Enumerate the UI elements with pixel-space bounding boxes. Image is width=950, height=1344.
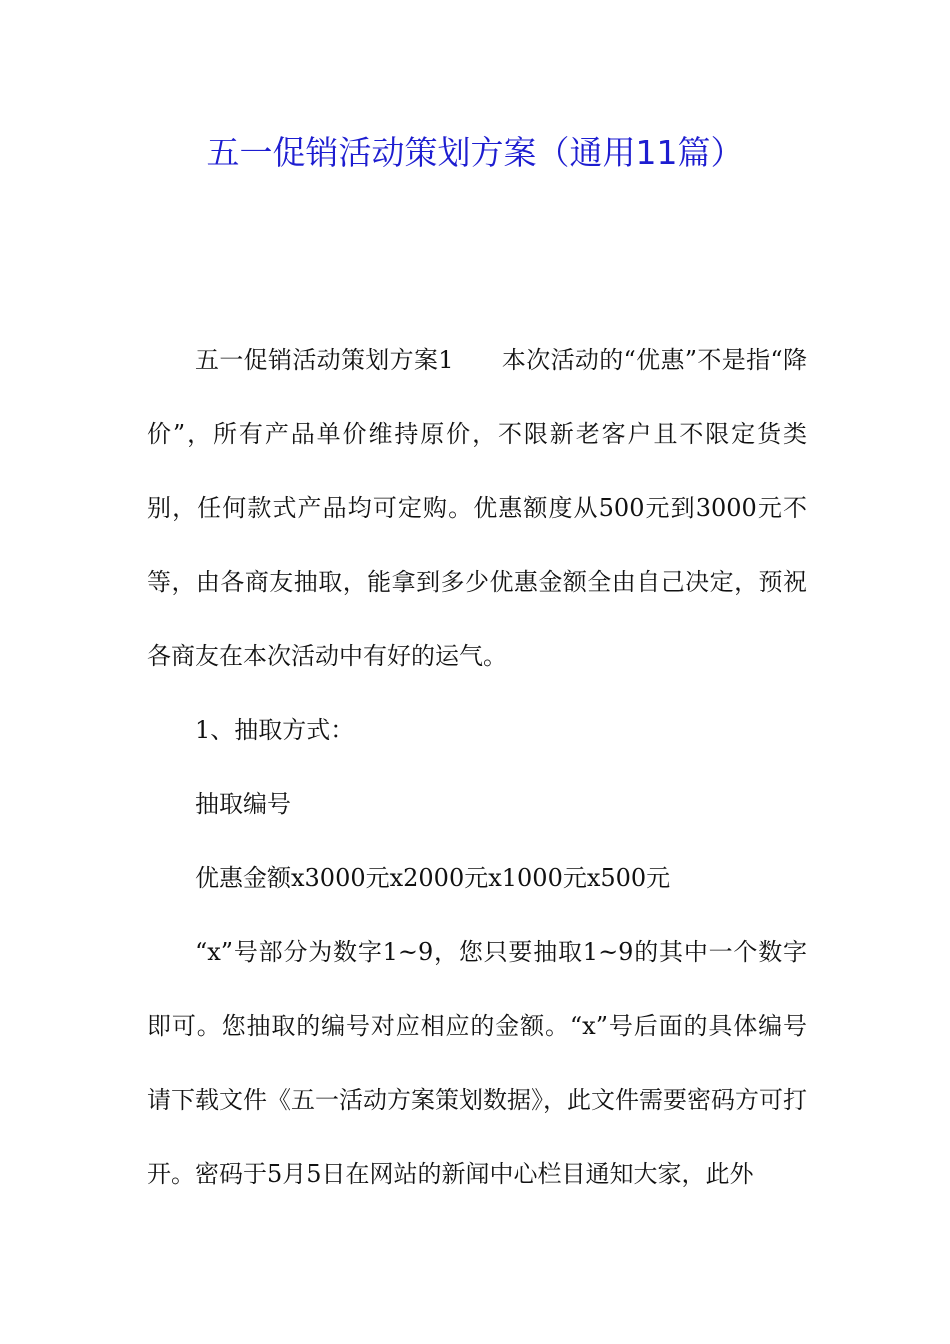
paragraph-intro	[147, 323, 807, 693]
paragraph-draw-number: 抽取编号	[195, 790, 291, 818]
paragraph-method-label: 1、抽取方式：	[195, 716, 355, 744]
document-title: 五一促销活动策划方案（通用11篇）	[206, 133, 744, 172]
paragraph-text: 本次活动的“优惠”不是指“降价”，所有产品单价维持原价，不限新老客户且不限定货类别，任何款式产品均可定购。优惠额度从500元到3000元不等，由各商友抽取，能拿到多少优惠金额全由自己决定，预祝各商友在本次活动中有好的运气。	[147, 346, 807, 670]
section-heading: 五一促销活动策划方案1	[195, 346, 454, 374]
document-body	[147, 323, 807, 1211]
paragraph-discount-amounts: 优惠金额x3000元x2000元x1000元x500元	[195, 864, 671, 892]
paragraph-instructions: “x”号部分为数字1~9，您只要抽取1~9的其中一个数字即可。您抽取的编号对应相应的金额。“x”号后面的具体编号请下载文件《五一活动方案策划数据》，此文件需要密码方可打开。密码于5月5日在网站的新闻中心栏目通知大家，此外	[147, 938, 807, 1188]
